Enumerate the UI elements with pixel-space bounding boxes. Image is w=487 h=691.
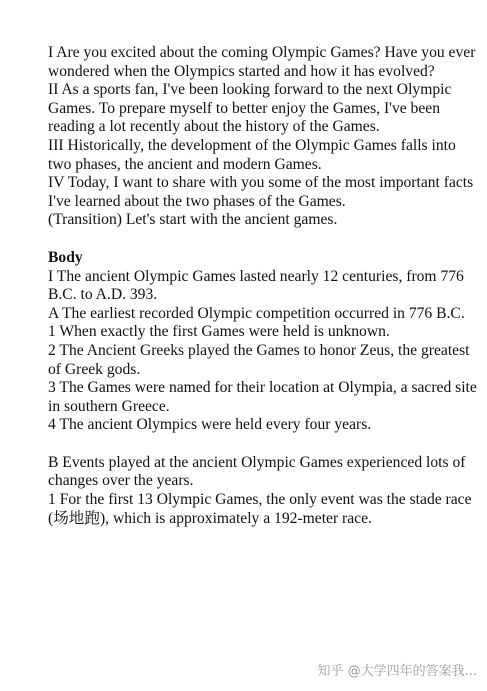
body-heading: Body	[48, 248, 83, 266]
outline-item: I The ancient Olympic Games lasted nearly 12 centuries, from 776 B.C. to A.D. 393.	[48, 267, 464, 304]
outline-item: 1 For the first 13 Olympic Games, the only event was the stade race (场地跑), which is approximately a 192-meter race.	[48, 491, 472, 527]
transition-paragraph: (Transition) Let's start with the ancient games.	[48, 211, 338, 229]
intro-paragraph: I Are you excited about the coming Olympic Games? Have you ever wondered when the Olympics started and how it has evolved?	[48, 44, 476, 80]
outline-item: 2 The Ancient Greeks played the Games to honor Zeus, the greatest of Greek gods.	[48, 341, 470, 378]
outline-item: A The earliest recorded Olympic competition occurred in 776 B.C.	[48, 304, 465, 322]
outline-item: B Events played at the ancient Olympic Games experienced lots of changes over the years.	[48, 453, 466, 490]
outline-item: 1 When exactly the first Games were held is unknown.	[48, 323, 390, 341]
intro-paragraph: III Historically, the development of the Olympic Games falls into two phases, the ancient and modern Games.	[48, 136, 456, 173]
intro-paragraph: IV Today, I want to share with you some of the most important facts I've learned about the two phases of the Games.	[48, 174, 474, 210]
intro-paragraph: II As a sports fan, I've been looking forward to the next Olympic Games. To prepare myself to better enjoy the Games, I've been reading a lot recently about the history of the Games.	[48, 81, 452, 136]
zhihu-watermark: 知乎 @大学四年的答案我...	[317, 664, 477, 679]
outline-item: 4 The ancient Olympics were held every four years.	[48, 416, 372, 434]
document-page	[48, 44, 478, 528]
section-spacer	[48, 435, 478, 454]
section-spacer	[48, 230, 478, 249]
outline-item: 3 The Games were named for their location at Olympia, a sacred site in southern Greece.	[48, 379, 477, 415]
